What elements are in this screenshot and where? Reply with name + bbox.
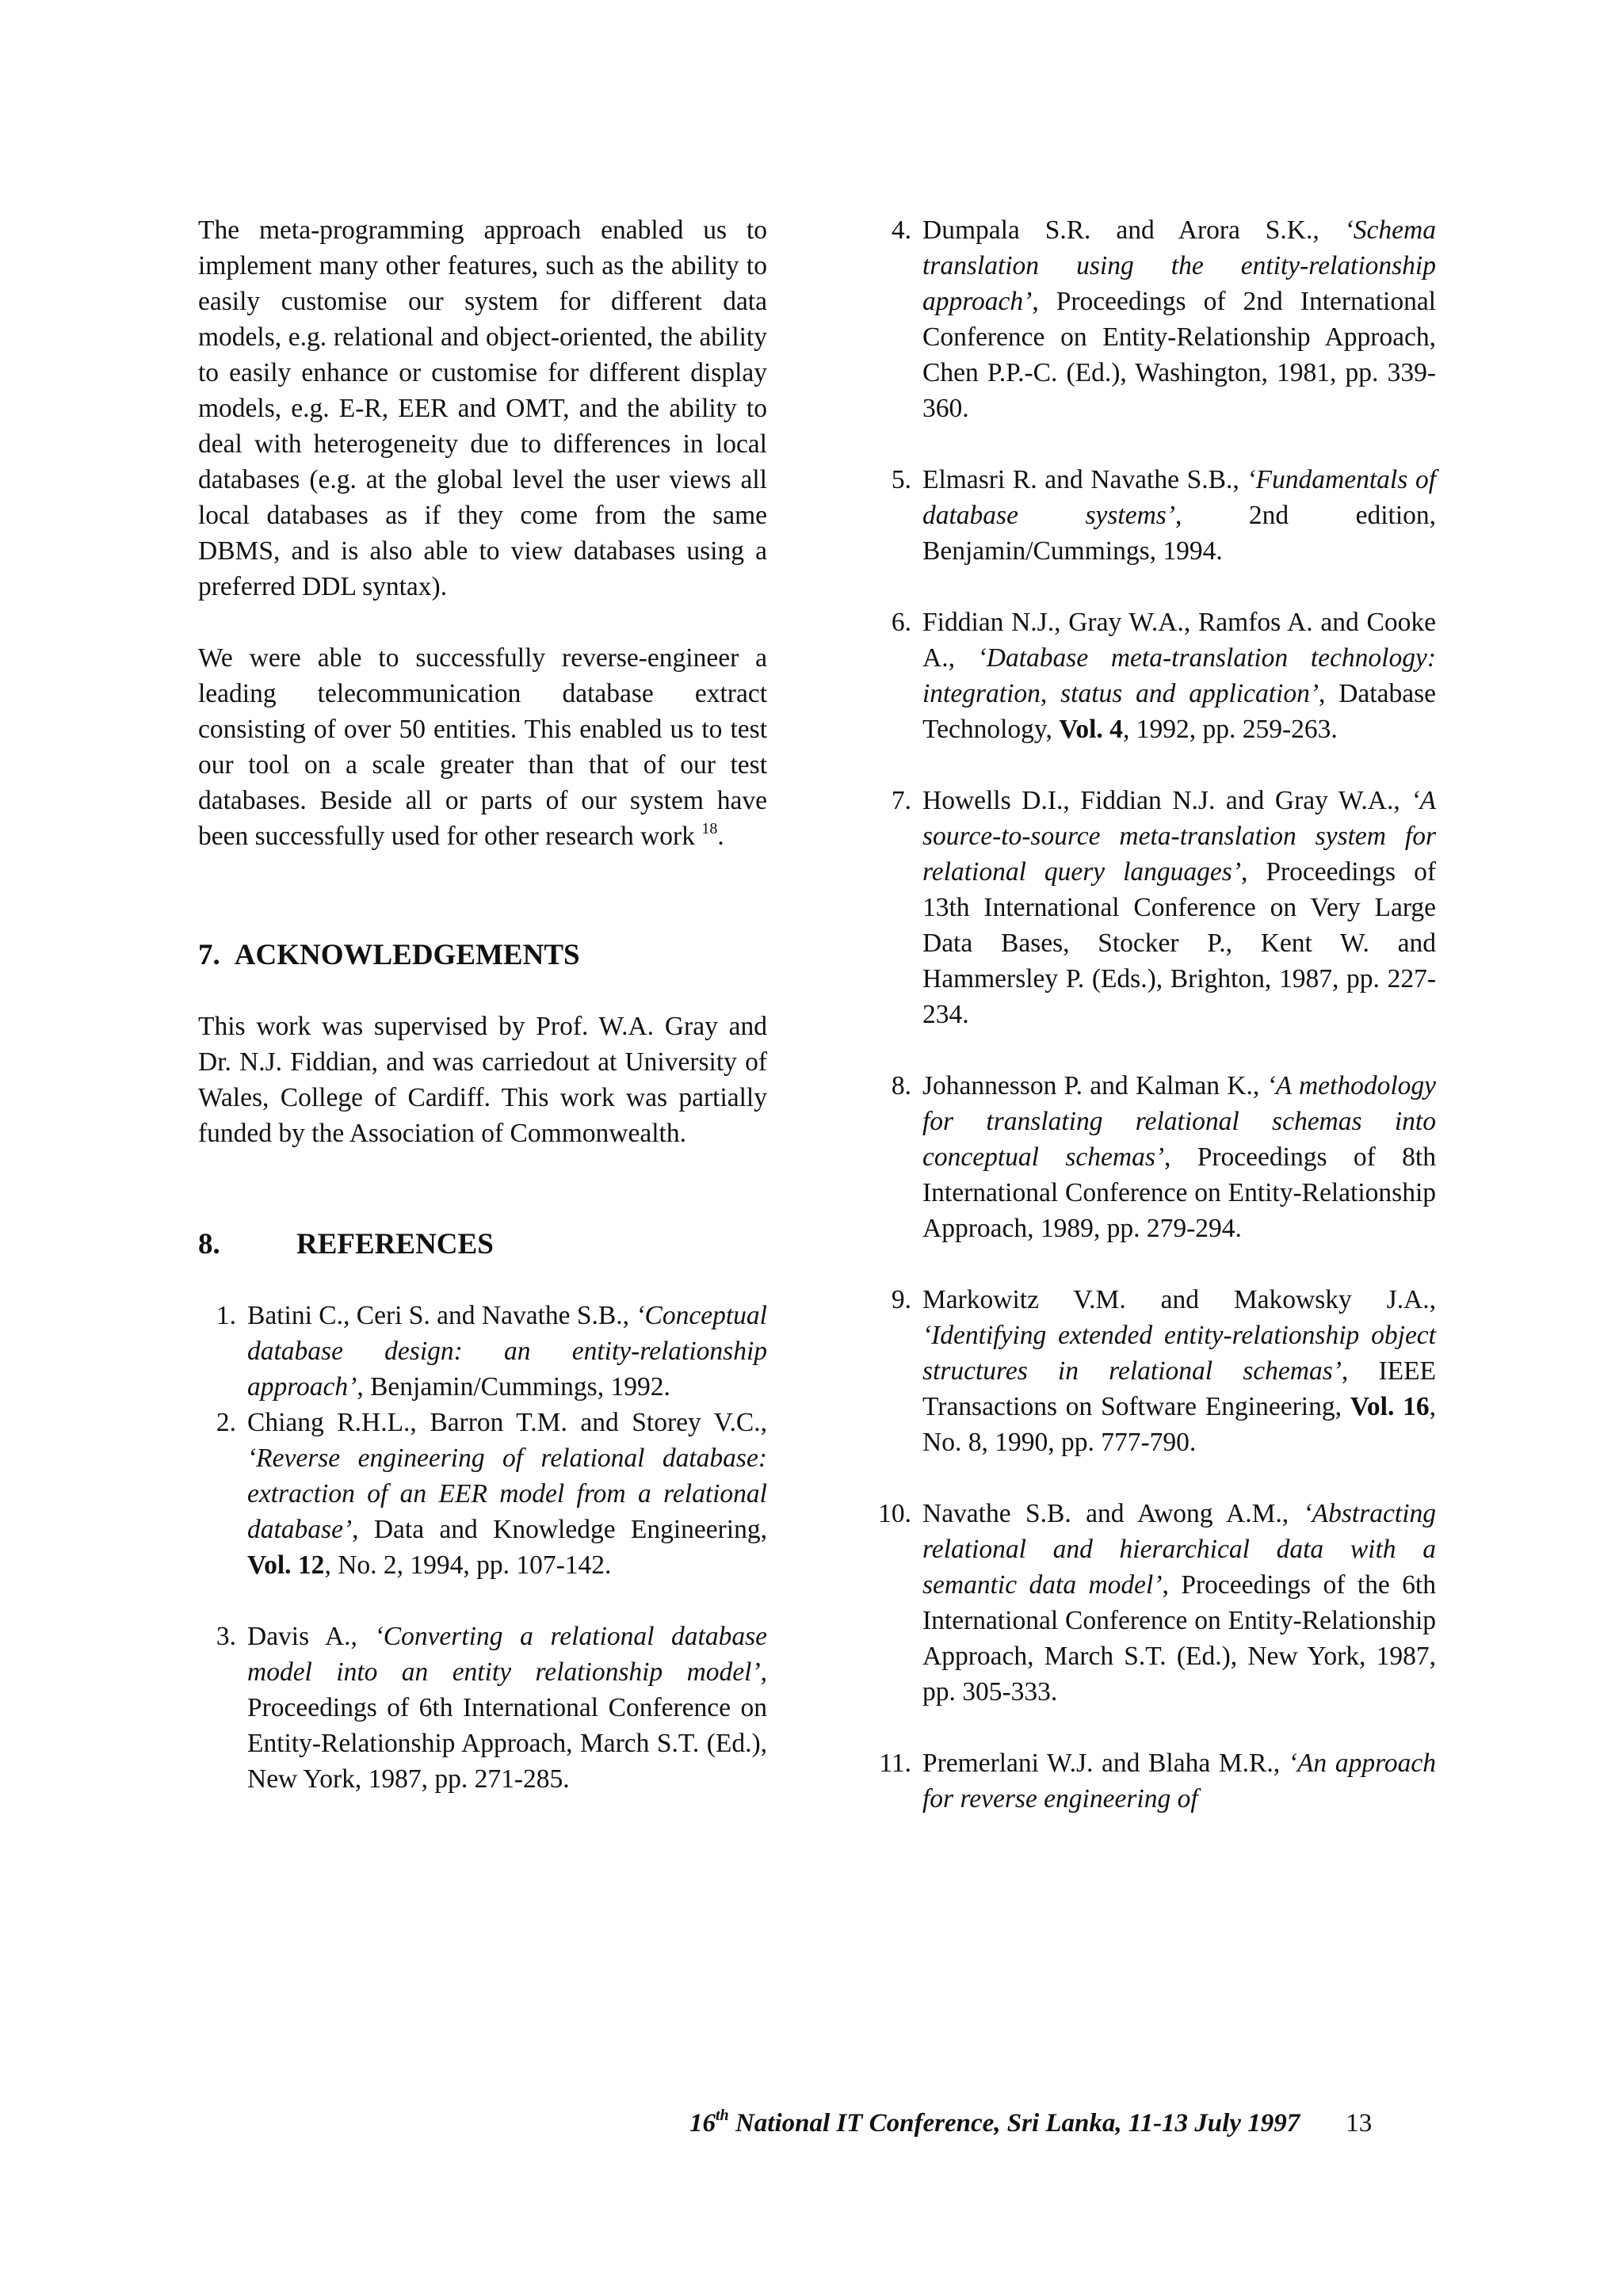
acknowledgements-paragraph: This work was supervised by Prof. W.A. Gray and Dr. N.J. Fiddian, and was carriedout at University of Wales, College of Cardiff. This work was partially funded by the Association of Commonwealth. (198, 1012, 767, 1148)
reference-item (873, 1745, 1436, 1817)
footer-ordinal: 16 (689, 2109, 716, 2138)
body-paragraph: The meta-programming approach enabled us to implement many other features, such as the ability to easily customise our system for different data models, e.g. relational and object-oriented, the ability to easily enhance or customise for different display models, e.g. E-R, EER and OMT, and the ability to deal with heterogeneity due to differences in local databases (e.g. at the global level the user views all local databases as if they come from the same DBMS, and is also able to view databases using a preferred DDL syntax). (198, 215, 767, 601)
reference-title: ‘Converting a relational database model into an entity relationship model’ (247, 1622, 768, 1687)
reference-number: 7. (891, 786, 911, 815)
reference-authors: Chiang R.H.L., Barron T.M. and Storey V.C., (247, 1408, 767, 1437)
reference-number: 10. (878, 1499, 911, 1528)
right-column (873, 212, 1436, 1817)
reference-item (873, 1282, 1436, 1460)
reference-authors: Markowitz V.M. and Makowsky J.A., (922, 1285, 1436, 1314)
reference-title: ‘Schema translation using the entity-relationship approach’ (922, 215, 1436, 316)
reference-details: , No. 2, 1994, pp. 107-142. (324, 1550, 612, 1580)
reference-title: ‘Database meta-translation technology: integration, status and application’ (922, 643, 1436, 708)
reference-venue: , IEEE Transactions on Software Engineering, (922, 1356, 1437, 1421)
reference-title: ‘A methodology for translating relational schemas into conceptual schemas’ (922, 1071, 1437, 1172)
reference-authors: Batini C., Ceri S. and Navathe S.B., (247, 1301, 636, 1330)
section-title: ACKNOWLEDGEMENTS (234, 939, 580, 971)
citation-superscript: 18 (701, 820, 718, 837)
reference-details: , Proceedings of 8th International Conference on Entity-Relationship Approach, 1989, pp. 279-294. (922, 1142, 1436, 1243)
reference-item (873, 1068, 1436, 1246)
reference-title: ‘A source-to-source meta-translation system for relational query languages’ (922, 786, 1436, 887)
reference-list (873, 212, 1436, 1817)
section-heading-references (198, 1226, 767, 1262)
reference-authors: Johannesson P. and Kalman K., (922, 1071, 1267, 1100)
reference-authors: Dumpala S.R. and Arora S.K., (922, 215, 1345, 245)
reference-number: 5. (891, 465, 911, 494)
reference-number: 8. (891, 1071, 911, 1100)
reference-number: 4. (891, 215, 911, 245)
reference-details: , 2nd edition, Benjamin/Cummings, 1994. (922, 501, 1436, 566)
reference-number: 6. (891, 608, 911, 637)
reference-number: 11. (879, 1749, 911, 1778)
reference-authors: Davis A., (247, 1622, 375, 1651)
reference-number: 1. (216, 1301, 236, 1330)
reference-number: 9. (891, 1285, 911, 1314)
reference-title: ‘Reverse engineering of relational database: extraction of an EER model from a relational database’ (247, 1444, 767, 1544)
reference-authors: Fiddian N.J., Gray W.A., Ramfos A. and Cooke A., (922, 608, 1436, 673)
reference-volume: Vol. 4 (1059, 715, 1123, 744)
reference-title: ‘Abstracting relational and hierarchical data with a semantic data model’ (922, 1499, 1436, 1600)
reference-item (873, 605, 1436, 747)
reference-title: ‘An approach for reverse engineering of (922, 1749, 1436, 1814)
section-number: 8. (198, 1228, 220, 1261)
section-heading-acknowledgements (198, 937, 767, 973)
body-text: We were able to successfully reverse-engineer a leading telecommunication database extract consisting of over 50 entities. This enabled us to test our tool on a scale greater than that of our test databases. Beside all or parts of our system have been successfully used for other research work (198, 643, 767, 851)
footer-conference-name: National IT Conference, Sri Lanka, 11-13 July 1997 (728, 2109, 1300, 2138)
reference-details: , 1992, pp. 259-263. (1122, 715, 1338, 744)
reference-list (198, 1298, 767, 1797)
reference-details: , No. 8, 1990, pp. 777-790. (922, 1392, 1436, 1457)
section-title: REFERENCES (296, 1228, 494, 1261)
footer-ordinal-suffix: th (716, 2107, 729, 2124)
reference-item (198, 1619, 767, 1797)
left-column (198, 212, 767, 1797)
body-text-end: . (717, 822, 724, 851)
reference-authors: Premerlani W.J. and Blaha M.R., (922, 1749, 1289, 1778)
reference-title: ‘Identifying extended entity-relationship object structures in relational schemas’ (922, 1321, 1436, 1386)
reference-item (873, 783, 1436, 1032)
reference-venue: , Data and Knowledge Engineering, (352, 1515, 767, 1544)
reference-item (198, 1405, 767, 1583)
page-footer (689, 2106, 1434, 2141)
reference-authors: Howells D.I., Fiddian N.J. and Gray W.A., (922, 786, 1411, 815)
reference-venue: , Database Technology, (922, 679, 1437, 744)
reference-details: , Proceedings of 13th International Conference on Very Large Data Bases, Stocker P., Kent W. and Hammersley P. (Eds.), Brighton, 1987, pp. 227-234. (922, 857, 1436, 1029)
reference-item (873, 462, 1436, 569)
reference-item (873, 1496, 1436, 1710)
reference-title: ‘Fundamentals of database systems’ (922, 465, 1436, 530)
reference-item (198, 1298, 767, 1405)
reference-details: , Benjamin/Cummings, 1992. (357, 1372, 670, 1402)
body-paragraph (198, 640, 767, 854)
reference-number: 2. (216, 1408, 236, 1437)
reference-number: 3. (216, 1622, 236, 1651)
reference-volume: Vol. 12 (247, 1550, 325, 1580)
reference-authors: Elmasri R. and Navathe S.B., (922, 465, 1247, 494)
reference-details: , Proceedings of the 6th International Conference on Entity-Relationship Approach, March S.T. (Ed.), New York, 1987, pp. 305-333. (922, 1570, 1436, 1707)
reference-item (873, 212, 1436, 426)
reference-authors: Navathe S.B. and Awong A.M., (922, 1499, 1304, 1528)
page-number: 13 (1346, 2109, 1373, 2138)
reference-volume: Vol. 16 (1350, 1392, 1430, 1421)
conference-footer (689, 2109, 1300, 2138)
reference-details: , Proceedings of 2nd International Conference on Entity-Relationship Approach, Chen P.P.-C. (Ed.), Washington, 1981, pp. 339-360. (922, 287, 1436, 423)
reference-details: , Proceedings of 6th International Conference on Entity-Relationship Approach, March S.T. (Ed.), New York, 1987, pp. 271-285. (247, 1657, 767, 1794)
section-number: 7. (198, 939, 220, 971)
reference-title: ‘Conceptual database design: an entity-relationship approach’ (247, 1301, 767, 1402)
